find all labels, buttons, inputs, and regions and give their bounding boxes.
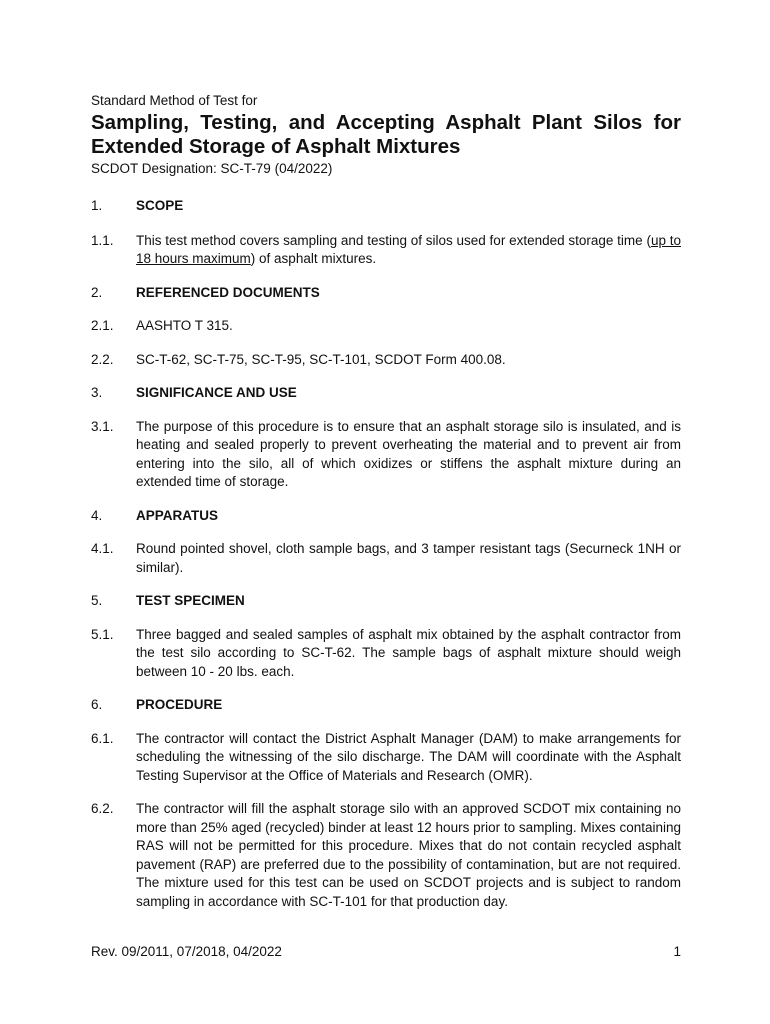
paragraph-6-1	[91, 730, 681, 786]
paragraph-number: 2.1.	[91, 318, 114, 333]
section-number: 4.	[91, 507, 103, 523]
paragraph-6-2	[91, 800, 681, 911]
page-footer	[91, 943, 681, 961]
section-number: 6.	[91, 697, 103, 712]
revision-text: Rev. 09/2011, 07/2018, 04/2022	[91, 944, 282, 959]
paragraph-number: 4.1.	[91, 541, 114, 556]
paragraph-1-1	[91, 232, 681, 269]
section-title: REFERENCED DOCUMENTS	[136, 284, 320, 300]
paragraph-text: SC-T-62, SC-T-75, SC-T-95, SC-T-101, SCDOT Form 400.08.	[136, 351, 506, 367]
section-heading-test-specimen	[91, 592, 681, 611]
paragraph-number: 6.2.	[91, 801, 114, 816]
paragraph-4-1	[91, 540, 681, 577]
paragraph-text: The contractor will contact the District Asphalt Manager (DAM) to make arrangements for scheduling the witnessing of the silo discharge. The DAM will coordinate with the Asphalt Testing Supervisor at the Office of Materials and Research (OMR).	[136, 730, 681, 783]
paragraph-number: 1.1.	[91, 232, 114, 248]
paragraph-number: 3.1.	[91, 418, 114, 434]
underlined-text: up to 18 hours maximum	[136, 232, 681, 266]
text-segment: ) of asphalt mixtures.	[250, 251, 377, 266]
section-title: TEST SPECIMEN	[136, 593, 245, 608]
section-number: 1.	[91, 198, 103, 213]
section-number: 5.	[91, 593, 103, 608]
paragraph-text: Three bagged and sealed samples of asphalt mix obtained by the asphalt contractor from the test silo according to SC-T-62. The sample bags of asphalt mixture should weigh between 10 - 20 lbs. each.	[136, 626, 681, 679]
paragraph-5-1	[91, 626, 681, 682]
section-title: SIGNIFICANCE AND USE	[136, 385, 297, 400]
section-number: 2.	[91, 284, 103, 300]
section-heading-scope	[91, 197, 681, 216]
section-title: PROCEDURE	[136, 697, 223, 712]
paragraph-number: 6.1.	[91, 730, 114, 746]
section-heading-referenced-documents	[91, 284, 681, 303]
paragraph-text: Round pointed shovel, cloth sample bags, and 3 tamper resistant tags (Securneck 1NH or similar).	[136, 541, 681, 575]
section-heading-apparatus	[91, 507, 681, 526]
paragraph-text: The purpose of this procedure is to ensure that an asphalt storage silo is insulated, and is heating and sealed properly to prevent overheating the material and to prevent air from entering into the silo, all of which oxidizes or stiffens the asphalt mixture during an extended time of storage.	[136, 418, 681, 489]
paragraph-2-1	[91, 317, 681, 336]
paragraph-text: AASHTO T 315.	[136, 318, 233, 333]
document-title: Sampling, Testing, and Accepting Asphalt Plant Silos for Extended Storage of Asphalt Mixtures	[91, 111, 681, 158]
paragraph-text	[136, 232, 681, 269]
paragraph-text: The contractor will fill the asphalt storage silo with an approved SCDOT mix containing no more than 25% aged (recycled) binder at least 12 hours prior to sampling. Mixes containing RAS will not be permitted for this procedure. Mixes that do not contain recycled asphalt pavement (RAP) are preferred due to the possibility of contamination, but are not required. The mixture used for this test can be used on SCDOT projects and is subject to random sampling in accordance with SC-T-101 for that production day.	[136, 801, 681, 909]
section-heading-procedure	[91, 696, 681, 715]
document-page	[91, 92, 681, 911]
paragraph-number: 2.2.	[91, 351, 114, 367]
paragraph-number: 5.1.	[91, 626, 114, 642]
section-title: APPARATUS	[136, 507, 219, 523]
section-heading-significance-and-use	[91, 384, 681, 403]
section-title: SCOPE	[136, 198, 184, 213]
text-segment: This test method covers sampling and testing of silos used for extended storage time (	[136, 232, 651, 248]
designation: SCDOT Designation: SC-T-79 (04/2022)	[91, 161, 333, 176]
pre-title: Standard Method of Test for	[91, 93, 258, 108]
paragraph-3-1	[91, 418, 681, 492]
paragraph-2-2	[91, 351, 681, 370]
page-number: 1	[673, 944, 681, 959]
section-number: 3.	[91, 385, 103, 400]
